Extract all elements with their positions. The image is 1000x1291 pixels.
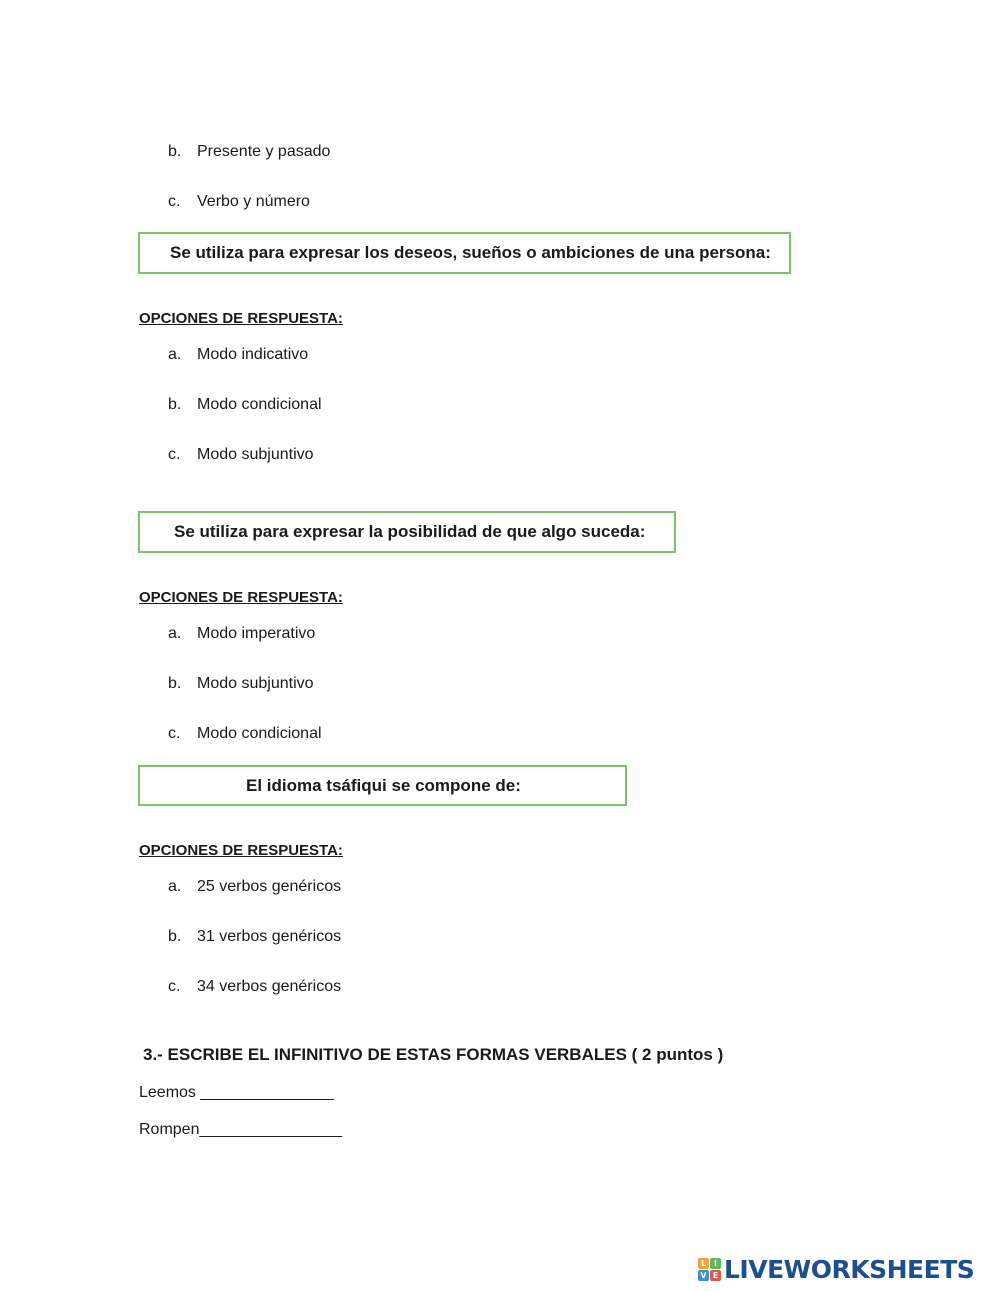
question-box xyxy=(138,511,676,553)
option-text: 25 verbos genéricos xyxy=(197,878,342,895)
logo-tile: V xyxy=(698,1270,709,1281)
option-text: Modo imperativo xyxy=(197,625,316,642)
options-header: OPCIONES DE RESPUESTA: xyxy=(139,842,343,859)
option-letter: b. xyxy=(168,143,182,160)
option-text: Modo indicativo xyxy=(197,346,309,363)
logo-tile: L xyxy=(698,1258,709,1269)
option-letter: a. xyxy=(168,625,182,642)
logo-tile: I xyxy=(710,1258,721,1269)
option-letter: a. xyxy=(168,878,182,895)
options-header: OPCIONES DE RESPUESTA: xyxy=(139,310,343,327)
fill-in-item[interactable]: Rompen________________ xyxy=(139,1121,342,1138)
option-letter: c. xyxy=(168,193,181,210)
option-letter: c. xyxy=(168,978,181,995)
option-letter: b. xyxy=(168,396,182,413)
option-letter: c. xyxy=(168,446,181,463)
question-prompt: Se utiliza para expresar la posibilidad de que algo suceda: xyxy=(174,522,646,541)
logo-text: LIVEWORKSHEETS xyxy=(724,1255,975,1284)
option-text: Verbo y número xyxy=(197,193,310,210)
option-letter: b. xyxy=(168,928,182,945)
fill-in-item[interactable]: Leemos _______________ xyxy=(139,1084,334,1101)
option-text: Modo condicional xyxy=(197,396,322,413)
option-text: Modo condicional xyxy=(197,725,322,742)
question-prompt: El idioma tsáfiqui se compone de: xyxy=(246,776,521,795)
option-letter: c. xyxy=(168,725,181,742)
question-prompt: Se utiliza para expresar los deseos, sueños o ambiciones de una persona: xyxy=(170,243,771,262)
section-title: 3.- ESCRIBE EL INFINITIVO DE ESTAS FORMAS VERBALES ( 2 puntos ) xyxy=(143,1045,724,1064)
option-text: Presente y pasado xyxy=(197,143,331,160)
logo-tile: E xyxy=(710,1270,721,1281)
option-letter: b. xyxy=(168,675,182,692)
question-box xyxy=(138,765,627,806)
option-text: 31 verbos genéricos xyxy=(197,928,342,945)
option-text: 34 verbos genéricos xyxy=(197,978,342,995)
option-letter: a. xyxy=(168,346,182,363)
options-header: OPCIONES DE RESPUESTA: xyxy=(139,589,343,606)
question-box xyxy=(138,232,791,274)
option-text: Modo subjuntivo xyxy=(197,446,314,463)
logo-tiles-icon xyxy=(698,1258,722,1282)
option-text: Modo subjuntivo xyxy=(197,675,314,692)
